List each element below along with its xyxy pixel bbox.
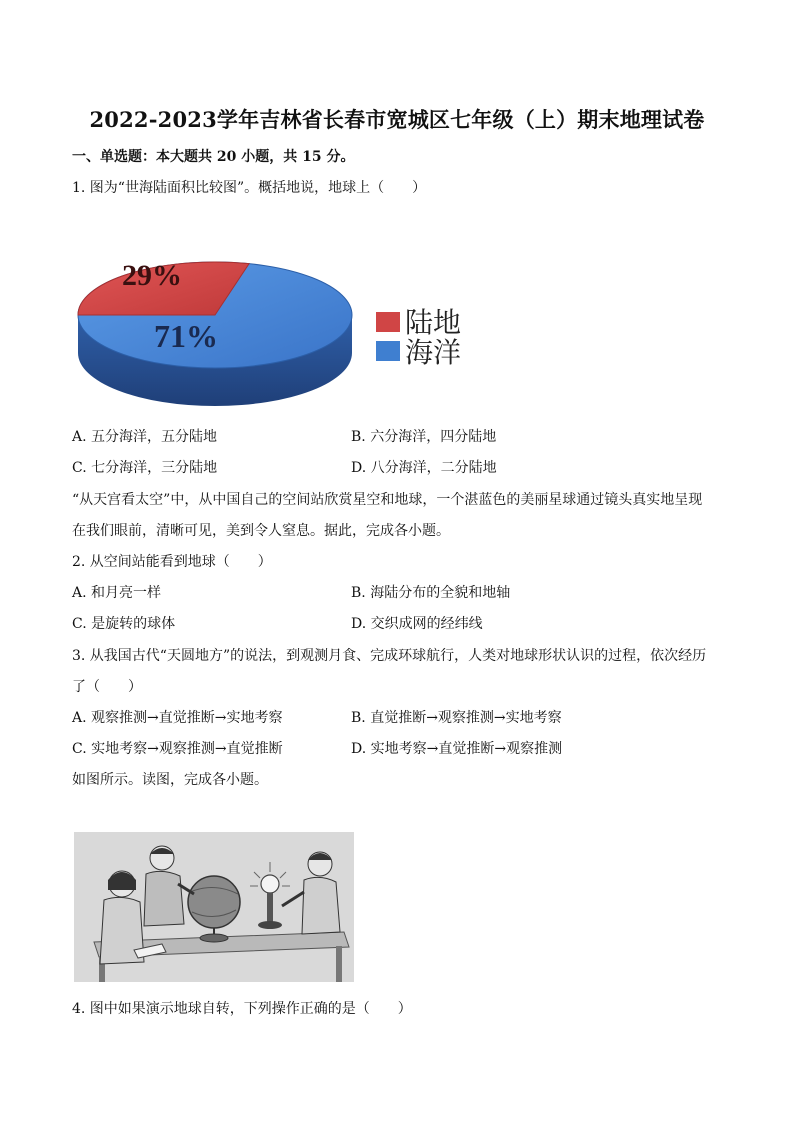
question-1-stem: 1. 图为“世海陆面积比较图”。概括地说，地球上（ ）	[72, 180, 427, 196]
globe-icon	[188, 876, 240, 928]
light-bulb-icon	[261, 875, 279, 893]
q1-option-b[interactable]: B. 六分海洋，四分陆地	[351, 429, 497, 445]
question-4-stem: 4. 图中如果演示地球自转，下列操作正确的是（ ）	[72, 1001, 412, 1017]
q1-option-c[interactable]: C. 七分海洋，三分陆地	[72, 460, 218, 476]
passage-1-line-2: 在我们眼前，清晰可见，美到令人窒息。据此，完成各小题。	[72, 523, 450, 539]
q3-option-d[interactable]: D. 实地考察→直觉推断→观察推测	[351, 741, 563, 757]
question-3-stem-line-1: 3. 从我国古代“天圆地方”的说法，到观测月食、完成环球航行，人类对地球形状认识的过程，依次经历	[72, 648, 707, 664]
page-title: 2022-2023学年吉林省长春市宽城区七年级（上）期末地理试卷	[89, 107, 705, 132]
legend-label-ocean: 海洋	[405, 336, 462, 369]
q2-option-b[interactable]: B. 海陆分布的全貌和地轴	[351, 585, 511, 601]
land-sea-pie-chart	[72, 235, 492, 420]
passage-1-line-1: “从天宫看太空”中，从中国自己的空间站欣赏星空和地球，一个湛蓝色的美丽星球通过镜头真实地呈现	[72, 492, 703, 508]
section-heading: 一、单选题：本大题共 20 小题，共 15 分。	[72, 149, 355, 165]
q2-option-a[interactable]: A. 和月亮一样	[72, 585, 162, 601]
q1-option-a[interactable]: A. 五分海洋，五分陆地	[72, 429, 218, 445]
q2-option-d[interactable]: D. 交织成网的经纬线	[351, 616, 483, 632]
pie-label-ocean: 71%	[154, 318, 218, 354]
passage-2: 如图所示。读图，完成各小题。	[72, 772, 268, 788]
legend-swatch-land	[376, 312, 400, 332]
q3-option-a[interactable]: A. 观察推测→直觉推断→实地考察	[72, 710, 283, 726]
q3-option-b[interactable]: B. 直觉推断→观察推测→实地考察	[351, 710, 562, 726]
globe-lamp-illustration	[74, 832, 354, 982]
legend-swatch-ocean	[376, 341, 400, 361]
q3-option-c[interactable]: C. 实地考察→观察推测→直觉推断	[72, 741, 283, 757]
pie-label-land: 29%	[122, 259, 182, 292]
legend-label-land: 陆地	[405, 306, 462, 339]
question-3-stem-line-2: 了（ ）	[72, 679, 142, 695]
q2-option-c[interactable]: C. 是旋转的球体	[72, 616, 176, 632]
question-2-stem: 2. 从空间站能看到地球（ ）	[72, 554, 272, 570]
q1-option-d[interactable]: D. 八分海洋，二分陆地	[351, 460, 497, 476]
